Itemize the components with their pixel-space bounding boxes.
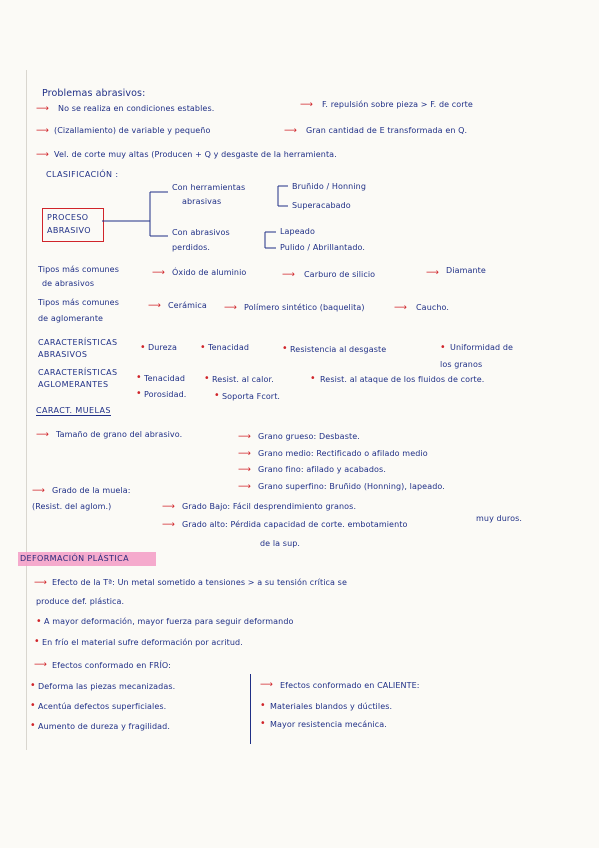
arrow-marker: ⟶	[36, 430, 49, 440]
problemas-line-5: Vel. de corte muy altas (Producen + Q y desgaste de la herramienta.	[54, 150, 337, 159]
grado-item-2: muy duros.	[476, 514, 523, 523]
tipos-aglom-label-1: Tipos más comunes	[38, 298, 119, 307]
abrasivo-3: Diamante	[446, 266, 486, 275]
arrow-marker: ⟶	[282, 270, 295, 280]
tamano-item-2: Grano medio: Rectificado o afilado medio	[258, 449, 428, 458]
caract-abr-5: los granos	[440, 360, 483, 369]
notebook-page: Problemas abrasivos: ⟶ No se realiza en condiciones estables. ⟶ F. repulsión sobre pieza > F. de corte ⟶ (Cizallamiento) de variable y pequeño ⟶ Gran cantidad de E transformada en Q. ⟶ Vel. de corte muy altas (Producen + Q y desgaste de la herramienta. CLASIFICACIÓN : PROCESO ABRASIVO Con herramientas abrasivas Bruñido / Honning Superacabado Con abrasivos perdidos. Lapeado Pulido / Abrillantado. Tipos más comunes de abrasivos ⟶ Óxido de aluminio ⟶ Carburo de silicio ⟶ Diamante Tipos más comunes de aglomerante ⟶ Cerámica ⟶ Polímero sintético (baquelita) ⟶ Caucho. CARACTERÍSTICAS ABRASIVOS • Dureza • Tenacidad • Resistencia al desgaste • Uniformidad de los granos CARACTERÍSTICAS AGLOMERANTES • Tenacidad • Resist. al calor. • Resist. al ataque de los fluidos de corte. • Porosidad. • Soporta Fcort. CARACT. MUELAS ⟶ Tamaño de grano del abrasivo. ⟶ Grano grueso: Desbaste. ⟶ Grano medio: Rectificado o afilado medio ⟶ Grano fino: afilado y acabados. ⟶ Grano superfino: Bruñido (Honning), lapeado. ⟶ Grado de la muela: (Resist. del aglom.) ⟶ Grado Bajo: Fácil desprendimiento granos. muy duros. ⟶ Grado alto: Pérdida capacidad de corte. embotamiento de la sup. DEFORMACIÓN PLÁSTICA ⟶ Efecto de la Tª: Un metal sometido a tensiones > a su tensión crítica se produce def. plástica. • A mayor deformación, mayor fuerza para seguir deformando • En frío el material sufre deformación por acritud. ⟶ Efectos conformado en FRÍO: • Deforma las piezas mecanizadas. • Acentúa defectos superficiales. • Aumento de dureza y fragilidad. ⟶ Efectos conformado en CALIENTE: • Materiales blandos y dúctiles. • Mayor resistencia mecánica.	[0, 0, 599, 848]
grado-item-4: de la sup.	[260, 539, 301, 548]
deformacion-title: DEFORMACIÓN PLÁSTICA	[20, 554, 129, 563]
problemas-line-4: Gran cantidad de E transformada en Q.	[306, 126, 468, 135]
frio-item-2: Acentúa defectos superficiales.	[38, 702, 167, 711]
arrow-marker: ⟶	[238, 482, 251, 492]
branch2-leaf-1: Lapeado	[280, 227, 315, 236]
caract-aglom-label-1: CARACTERÍSTICAS	[38, 368, 118, 377]
arrow-marker: ⟶	[162, 520, 175, 530]
problemas-line-3: (Cizallamiento) de variable y pequeño	[54, 126, 211, 135]
arrow-marker: ⟶	[284, 126, 297, 136]
frio-item-1: Deforma las piezas mecanizadas.	[38, 682, 176, 691]
caract-abr-1: Dureza	[148, 343, 177, 352]
bullet-2: En frío el material sufre deformación por acritud.	[42, 638, 243, 647]
arrow-marker: ⟶	[36, 104, 49, 114]
muelas-tamano: Tamaño de grano del abrasivo.	[56, 430, 183, 439]
tamano-item-4: Grano superfino: Bruñido (Honning), lapeado.	[258, 482, 445, 491]
problemas-title: Problemas abrasivos:	[42, 88, 146, 99]
tipos-abrasivos-label-2: de abrasivos	[42, 279, 95, 288]
branch2-label-1: Con abrasivos	[172, 228, 230, 237]
arrow-marker: ⟶	[36, 126, 49, 136]
abrasivo-2: Carburo de silicio	[304, 270, 376, 279]
branch1-leaf-2: Superacabado	[292, 201, 351, 210]
grado-item-1: Grado Bajo: Fácil desprendimiento granos.	[182, 502, 357, 511]
arrow-marker: ⟶	[34, 578, 47, 588]
caract-agl-1: Tenacidad	[144, 374, 186, 383]
branch2-leaf-2: Pulido / Abrillantado.	[280, 243, 366, 252]
abrasivo-1: Óxido de aluminio	[172, 268, 247, 277]
arrow-marker: ⟶	[260, 680, 273, 690]
caract-abrasivos-label-2: ABRASIVOS	[38, 350, 88, 359]
branch1-label-1: Con herramientas	[172, 183, 246, 192]
caliente-item-2: Mayor resistencia mecánica.	[270, 720, 387, 729]
root-label-2: ABRASIVO	[47, 226, 91, 235]
frio-title: Efectos conformado en FRÍO:	[52, 661, 171, 670]
caract-abr-4: Uniformidad de	[450, 343, 514, 352]
caract-agl-3: Resist. al ataque de los fluidos de corte.	[320, 375, 485, 384]
aglom-3: Caucho.	[416, 303, 450, 312]
caract-agl-4: Porosidad.	[144, 390, 187, 399]
arrow-marker: ⟶	[238, 449, 251, 459]
arrow-marker: ⟶	[394, 303, 407, 313]
problemas-line-2: F. repulsión sobre pieza > F. de corte	[322, 100, 473, 109]
arrow-marker: ⟶	[162, 502, 175, 512]
arrow-marker: ⟶	[238, 432, 251, 442]
caliente-item-1: Materiales blandos y dúctiles.	[270, 702, 393, 711]
caract-abr-3: Resistencia al desgaste	[290, 345, 387, 354]
arrow-marker: ⟶	[34, 660, 47, 670]
muelas-title: CARACT. MUELAS	[36, 406, 111, 415]
aglom-2: Polímero sintético (baquelita)	[244, 303, 365, 312]
branch1-label-2: abrasivas	[182, 197, 222, 206]
arrow-marker: ⟶	[238, 465, 251, 475]
aglom-1: Cerámica	[168, 301, 207, 310]
tamano-item-1: Grano grueso: Desbaste.	[258, 432, 360, 441]
efecto-line-1: Efecto de la Tª: Un metal sometido a tensiones > a su tensión crítica se	[52, 578, 347, 587]
clasificacion-title: CLASIFICACIÓN :	[46, 170, 119, 179]
caract-agl-2: Resist. al calor.	[212, 375, 274, 384]
arrow-marker: ⟶	[426, 268, 439, 278]
caract-abr-2: Tenacidad	[208, 343, 250, 352]
arrow-marker: ⟶	[300, 100, 313, 110]
column-divider	[250, 674, 251, 744]
tamano-item-3: Grano fino: afilado y acabados.	[258, 465, 386, 474]
arrow-marker: ⟶	[32, 486, 45, 496]
grado-item-3: Grado alto: Pérdida capacidad de corte. embotamiento	[182, 520, 408, 529]
branch1-leaf-1: Bruñido / Honning	[292, 182, 367, 191]
frio-item-3: Aumento de dureza y fragilidad.	[38, 722, 171, 731]
efecto-line-2: produce def. plástica.	[36, 597, 125, 606]
root-label-1: PROCESO	[47, 213, 89, 222]
tipos-aglom-label-2: de aglomerante	[38, 314, 104, 323]
tipos-abrasivos-label-1: Tipos más comunes	[38, 265, 119, 274]
caract-abrasivos-label-1: CARACTERÍSTICAS	[38, 338, 118, 347]
arrow-marker: ⟶	[152, 268, 165, 278]
caract-agl-5: Soporta Fcort.	[222, 392, 281, 401]
arrow-marker: ⟶	[36, 150, 49, 160]
caliente-title: Efectos conformado en CALIENTE:	[280, 681, 420, 690]
caract-aglom-label-2: AGLOMERANTES	[38, 380, 109, 389]
branch2-label-2: perdidos.	[172, 243, 211, 252]
arrow-marker: ⟶	[224, 303, 237, 313]
arrow-marker: ⟶	[148, 301, 161, 311]
problemas-line-1: No se realiza en condiciones estables.	[58, 104, 215, 113]
bullet-1: A mayor deformación, mayor fuerza para seguir deformando	[44, 617, 294, 626]
grado-label-1: Grado de la muela:	[52, 486, 131, 495]
grado-label-2: (Resist. del aglom.)	[32, 502, 112, 511]
